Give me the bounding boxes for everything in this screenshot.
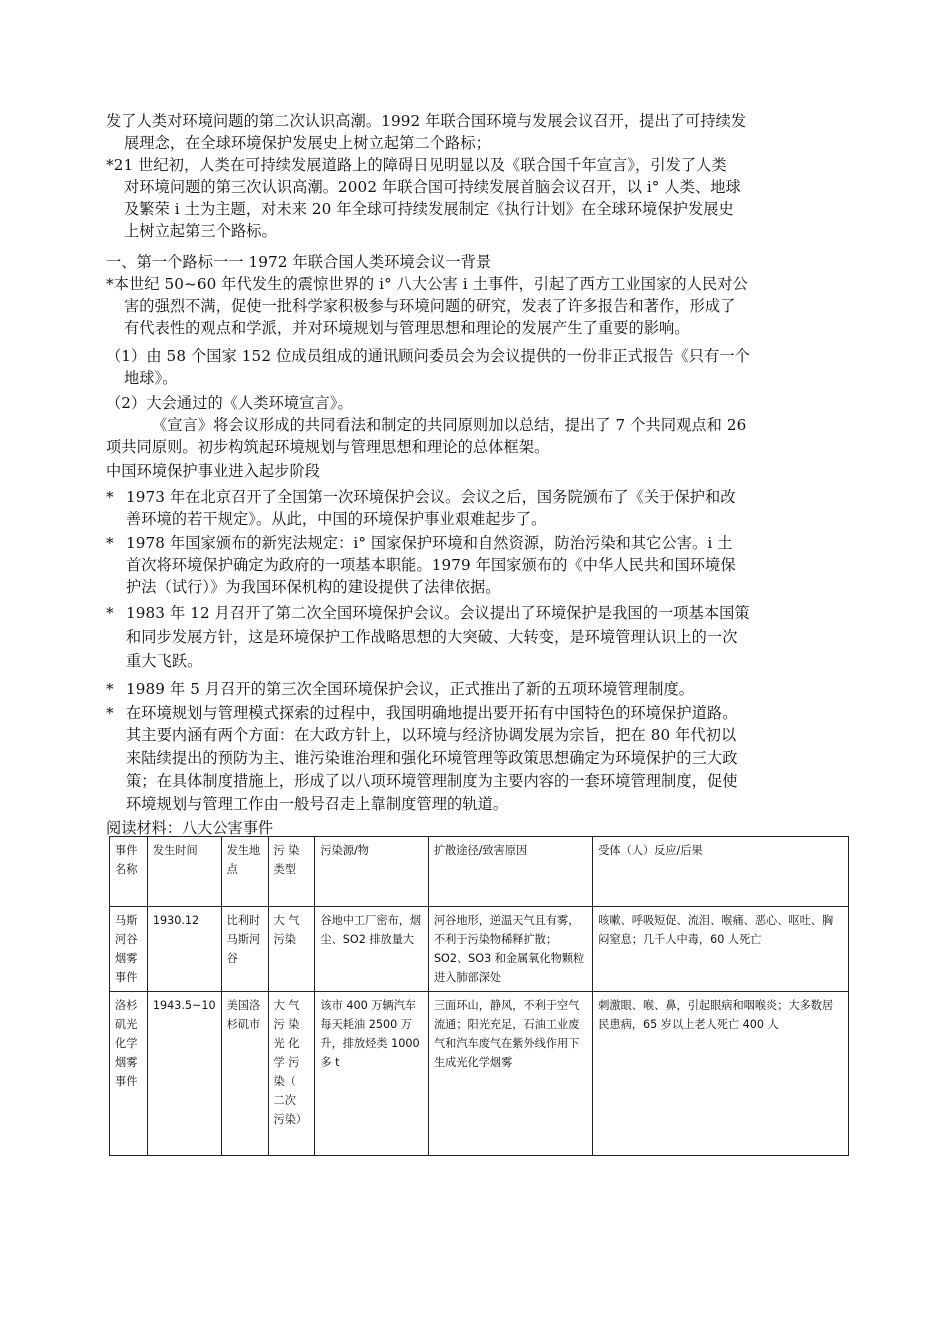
text-line: 1978 年国家颁布的新宪法规定：i° 国家保护环境和自然资源，防治污染和其它公害。i 土 [126,534,733,552]
table-caption: 阅读材料：八大公害事件 [106,819,274,837]
text-line: 1989 年 5 月召开的第三次全国环境保护会议，正式推出了新的五项环境管理制度。 [126,680,695,698]
text-line: 《宣言》将会议形成的共同看法和制定的共同原则加以总结，提出了 7 个共同观点和 26 [152,416,747,434]
text-line: 展理念，在全球环境保护发展史上树立起第二个路标； [124,134,491,152]
text-line: 上树立起第三个路标。 [124,222,277,240]
table-cell: 三面环山，静风，不利于空气流通；阳光充足，石油工业废气和汽车废气在紫外线作用下生成光化学烟雾 [428,992,592,1156]
text-line: 对环境问题的第三次认识高潮。2002 年联合国可持续发展首脑会议召开，以 i° 人类、地球 [124,178,741,196]
table-row [110,907,849,992]
text-line: *本世纪 50~60 年代发生的震惊世界的 i° 八大公害 i 土事件，引起了西方工业国家的人民对公 [106,275,748,293]
table-cell: 刺激眼、喉、鼻，引起眼病和咽喉炎；大多数居民患病，65 岁以上老人死亡 400 人 [593,992,849,1156]
text-line: 发了人类对环境问题的第二次认识高潮。1992 年联合国环境与发展会议召开，提出了可持续发 [106,112,747,130]
text-line: 害的强烈不满，促使一批科学家积极参与环境问题的研究，发表了许多报告和著作，形成了 [124,297,736,315]
text-line: 及繁荣 i 土为主题，对未来 20 年全球可持续发展制定《执行计划》在全球环境保护发展史 [124,200,734,218]
text-line: 环境规划与管理工作由一般号召走上靠制度管理的轨道。 [126,795,509,813]
header-cell: 污 染类型 [268,837,315,907]
table-header-row [110,837,849,907]
section-heading: 一、第一个路标一一 1972 年联合国人类环境会议一背景 [106,253,492,271]
header-cell: 发生时间 [147,837,221,907]
header-cell: 污染源/物 [315,837,429,907]
text-line: 重大飞跃。 [126,652,203,670]
bullet-marker: * [106,534,114,552]
text-line: 策；在具体制度措施上，形成了以八项环境管理制度为主要内容的一套环境管理制度，促使 [126,772,738,790]
table-row [110,992,849,1156]
bullet-marker: * [106,604,114,622]
bullet-marker: * [106,488,114,506]
header-cell: 发生地点 [221,837,268,907]
text-line: 在环境规划与管理模式探索的过程中，我国明确地提出要开拓有中国特色的环境保护道路。 [126,704,738,722]
table-cell: 洛杉矶光化学烟雾事件 [110,992,148,1156]
text-line: 有代表性的观点和学派，并对环境规划与管理思想和理论的发展产生了重要的影响。 [124,319,690,337]
text-line: 善环境的若干规定》。从此，中国的环境保护事业艰难起步了。 [126,510,547,528]
text-line: 1983 年 12 月召开了第二次全国环境保护会议。会议提出了环境保护是我国的一项基本国策 [126,604,750,622]
text-line: 项共同原则。初步构筑起环境规划与管理思想和理论的总体框架。 [106,438,550,456]
table-cell: 比利时马斯河谷 [221,907,268,992]
text-line: 首次将环境保护确定为政府的一项基本职能。1979 年国家颁布的《中华人民共和国环境保 [126,556,736,574]
table-cell: 河谷地形，逆温天气且有雾，不利于污染物稀释扩散；SO2、SO3 和金属氧化物颗粒进入肺部深处 [428,907,592,992]
bullet-marker: * [106,704,114,722]
pollution-events-table [109,836,849,1156]
section-heading: 中国环境保护事业进入起步阶段 [106,462,321,480]
header-cell: 事件名称 [110,837,148,907]
text-line: *21 世纪初，人类在可持续发展道路上的障碍日见明显以及《联合国千年宣言》，引发了人类 [106,156,727,174]
table-cell: 1930.12 [147,907,221,992]
text-line: 和同步发展方针，这是环境保护工作战略思想的大突破、大转变，是环境管理认识上的一次 [126,628,738,646]
header-cell: 受体（人）反应/后果 [593,837,849,907]
table-cell: 谷地中工厂密布，烟尘、SO2 排放量大 [315,907,429,992]
table-cell: 大 气污染 [268,907,315,992]
table-cell: 咳嗽、呼吸短促、流泪、喉痛、恶心、呕吐、胸闷窒息；几千人中毒，60 人死亡 [593,907,849,992]
table-cell: 1943.5~10 [147,992,221,1156]
text-line: （1）由 58 个国家 152 位成员组成的通讯顾问委员会为会议提供的一份非正式报告《只有一个 [106,347,750,365]
text-line: 地球》。 [124,369,178,387]
bullet-marker: * [106,680,114,698]
text-line: 其主要内涵有两个方面：在大政方针上，以环境与经济协调发展为宗旨，把在 80 年代初以 [126,726,737,744]
table-cell: 该市 400 万辆汽车每天耗油 2500 万升，排放烃类 1000 多 t [315,992,429,1156]
table-cell: 大 气污 染光 化学 污染（ 二次 污染） [268,992,315,1156]
header-cell: 扩散途径/致害原因 [428,837,592,907]
text-line: （2）大会通过的《人类环境宣言》。 [106,394,353,412]
table-cell: 马斯河谷烟雾事件 [110,907,148,992]
text-line: 护法（试行）》为我国环保机构的建设提供了法律依据。 [126,578,501,596]
text-line: 1973 年在北京召开了全国第一次环境保护会议。会议之后，国务院颁布了《关于保护和改 [126,488,736,506]
table-cell: 美国洛杉矶市 [221,992,268,1156]
text-line: 来陆续提出的预防为主、谁污染谁治理和强化环境管理等政策思想确定为环境保护的三大政 [126,749,738,767]
